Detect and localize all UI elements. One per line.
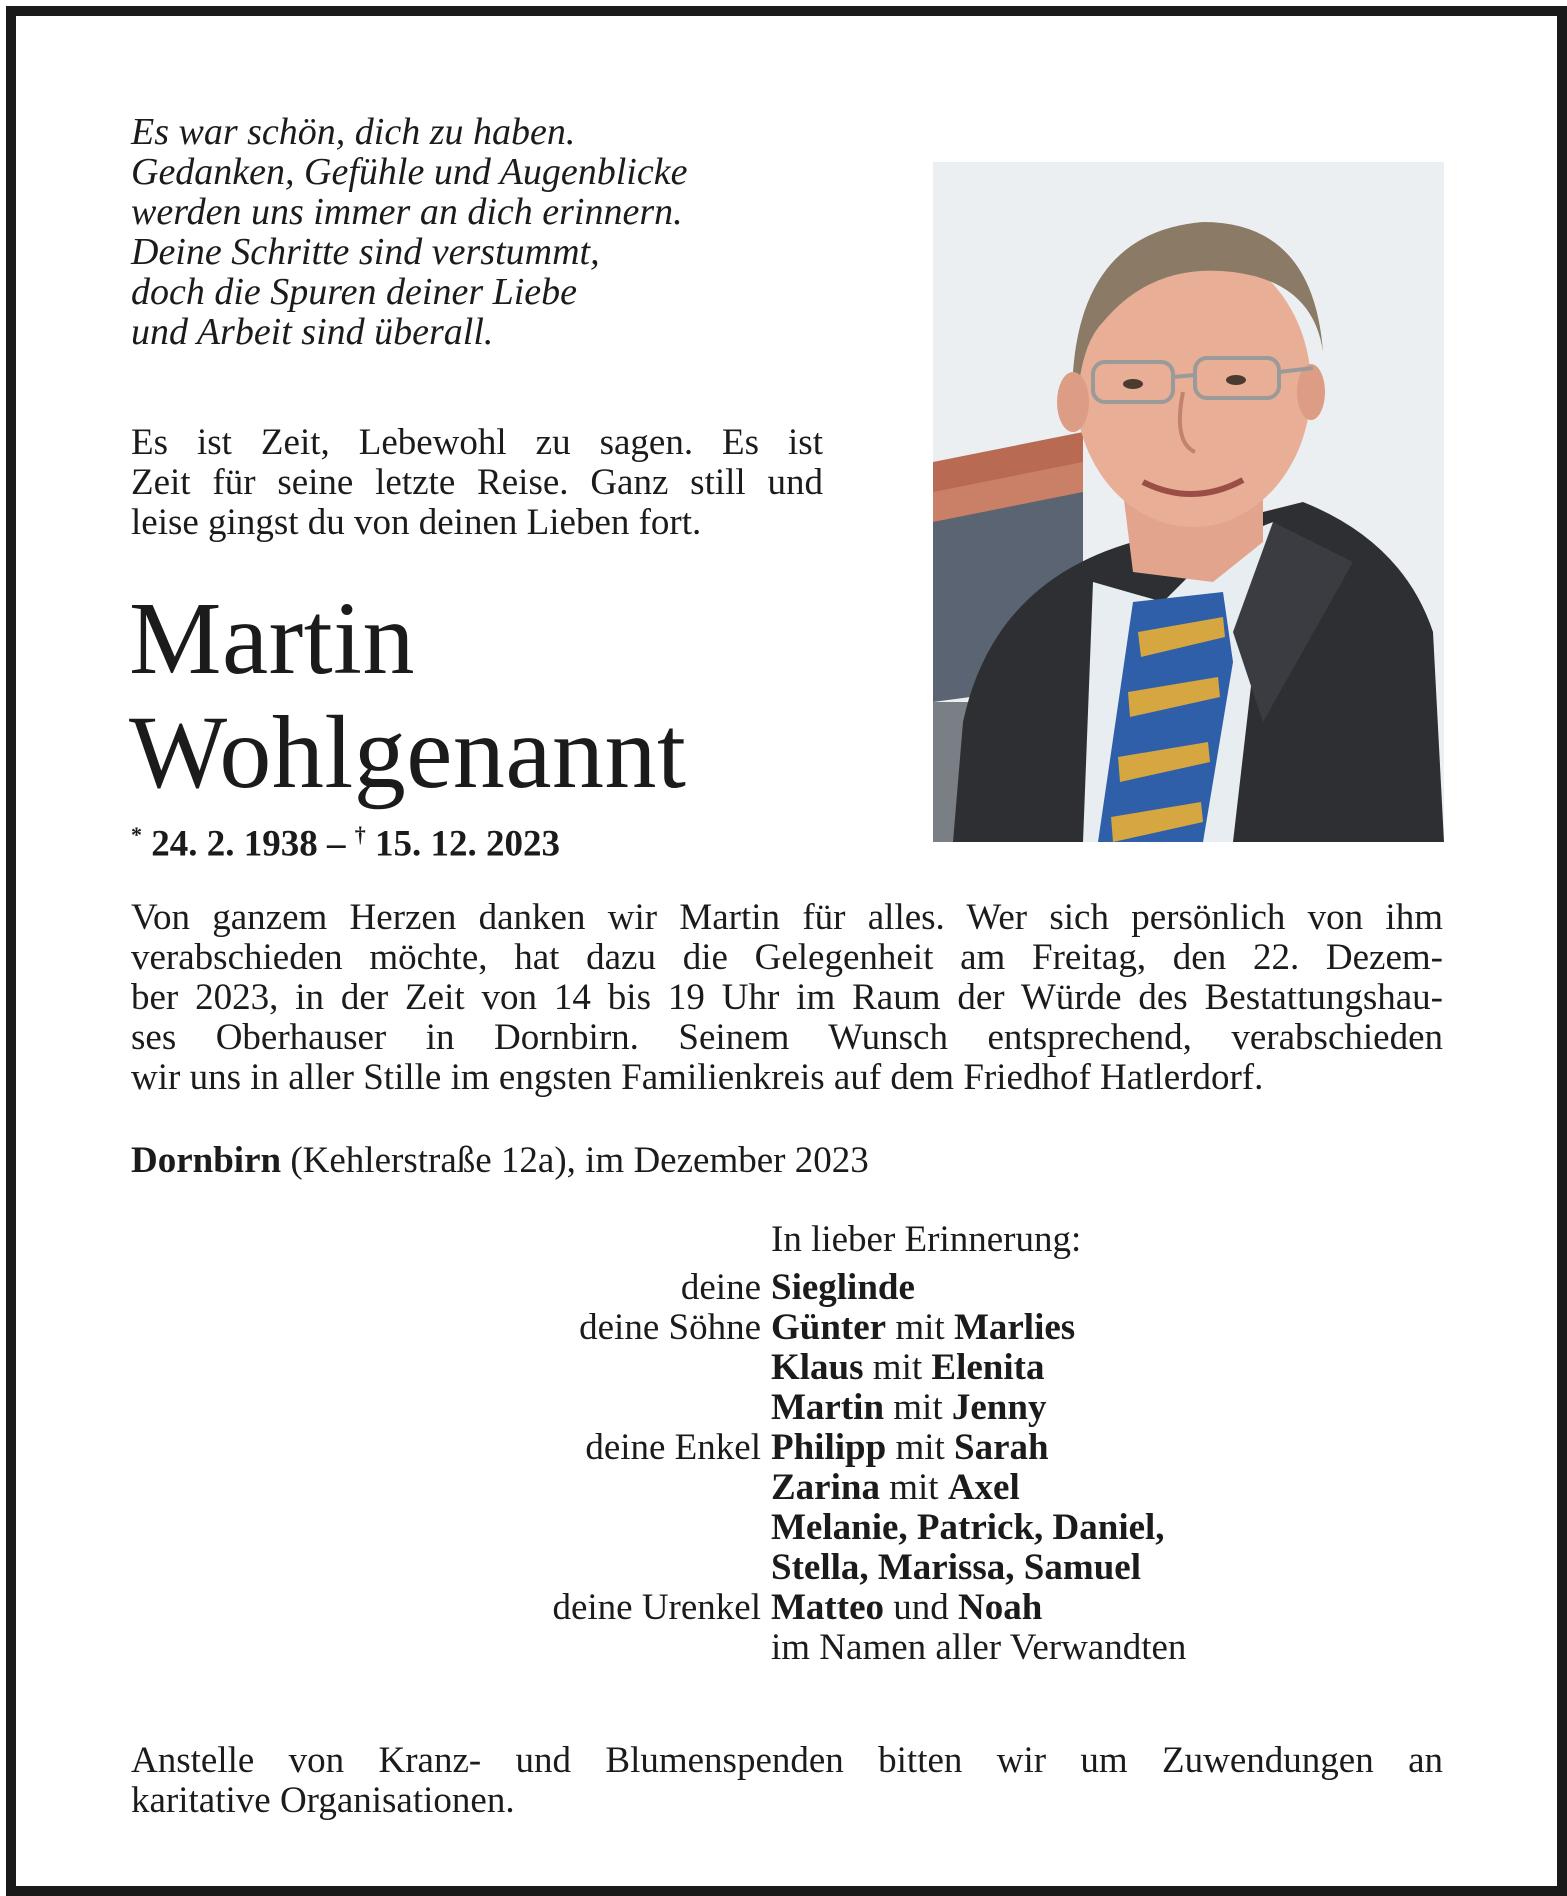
family-list (16, 1220, 1557, 1668)
birth-date: 24. 2. 1938 (151, 823, 318, 865)
family-names: Zarina mit Axel (771, 1467, 1020, 1508)
family-row (16, 1468, 1557, 1508)
family-heading-row (16, 1220, 1557, 1268)
donation-line: Anstelle von Kranz- und Blumenspenden bitten wir um Zuwendungen an (131, 1740, 1443, 1781)
deceased-name (129, 582, 686, 810)
family-relation: deine Urenkel (552, 1587, 761, 1628)
place-city: Dornbirn (131, 1140, 282, 1181)
portrait-photo (933, 162, 1444, 842)
family-closing: im Namen aller Verwandten (771, 1627, 1187, 1668)
farewell-line: leise gingst du von deinen Lieben fort. (131, 502, 702, 543)
poem-line: doch die Spuren deiner Liebe (131, 271, 578, 313)
farewell-line: Zeit für seine letzte Reise. Ganz still und (131, 462, 823, 503)
death-symbol: † (354, 822, 366, 847)
place-details: (Kehlerstraße 12a), im Dezember 2023 (281, 1140, 869, 1181)
date-separator: – (327, 823, 346, 865)
family-names: Stella, Marissa, Samuel (771, 1547, 1141, 1588)
death-date: 15. 12. 2023 (375, 823, 560, 865)
farewell-line: Es ist Zeit, Lebewohl zu sagen. Es ist (131, 422, 823, 463)
portrait-illustration (933, 162, 1444, 842)
family-row (16, 1348, 1557, 1388)
family-names: Matteo und Noah (771, 1587, 1043, 1628)
poem (131, 112, 831, 352)
thanks-line: ses Oberhauser in Dornbirn. Seinem Wunsch entsprechend, verabschieden (131, 1017, 1443, 1058)
thanks-paragraph (131, 898, 1443, 1098)
family-row (16, 1548, 1557, 1588)
family-row (16, 1388, 1557, 1428)
thanks-line: Von ganzem Herzen danken wir Martin für alles. Wer sich persönlich von ihm (131, 897, 1443, 938)
family-row (16, 1588, 1557, 1628)
donation-note (131, 1741, 1443, 1821)
poem-line: und Arbeit sind überall. (131, 311, 494, 353)
family-row (16, 1308, 1557, 1348)
family-names: Sieglinde (771, 1267, 915, 1308)
family-relation: deine (680, 1267, 761, 1308)
family-names: Klaus mit Elenita (771, 1347, 1045, 1388)
family-names: Philipp mit Sarah (771, 1427, 1049, 1468)
family-names: Melanie, Patrick, Daniel, (771, 1507, 1165, 1548)
life-dates (131, 822, 560, 865)
donation-line: karitative Organisationen. (131, 1780, 515, 1821)
poem-line: werden uns immer an dich erinnern. (131, 191, 683, 233)
poem-line: Es war schön, dich zu haben. (131, 111, 576, 153)
thanks-line: verabschieden möchte, hat dazu die Gelegenheit am Freitag, den 22. Dezem- (131, 937, 1443, 978)
family-row (16, 1508, 1557, 1548)
thanks-line: wir uns in aller Stille im engsten Familienkreis auf dem Friedhof Hatlerdorf. (131, 1057, 1264, 1098)
poem-line: Gedanken, Gefühle und Augenblicke (131, 151, 688, 193)
place-and-date (131, 1139, 869, 1182)
family-closing-row (16, 1628, 1557, 1668)
farewell-text (131, 423, 823, 543)
first-name: Martin (129, 581, 416, 696)
last-name: Wohlgenannt (129, 695, 687, 810)
family-relation: deine Enkel (585, 1427, 761, 1468)
thanks-line: ber 2023, in der Zeit von 14 bis 19 Uhr im Raum der Würde des Bestattungshau- (131, 977, 1443, 1018)
family-heading: In lieber Erinnerung: (771, 1219, 1082, 1260)
family-row (16, 1268, 1557, 1308)
family-relation: deine Söhne (579, 1307, 761, 1348)
family-names: Günter mit Marlies (771, 1307, 1076, 1348)
poem-line: Deine Schritte sind verstummt, (131, 231, 600, 273)
birth-symbol: * (131, 822, 142, 847)
family-names: Martin mit Jenny (771, 1387, 1047, 1428)
family-row (16, 1428, 1557, 1468)
obituary-frame (6, 6, 1567, 1896)
